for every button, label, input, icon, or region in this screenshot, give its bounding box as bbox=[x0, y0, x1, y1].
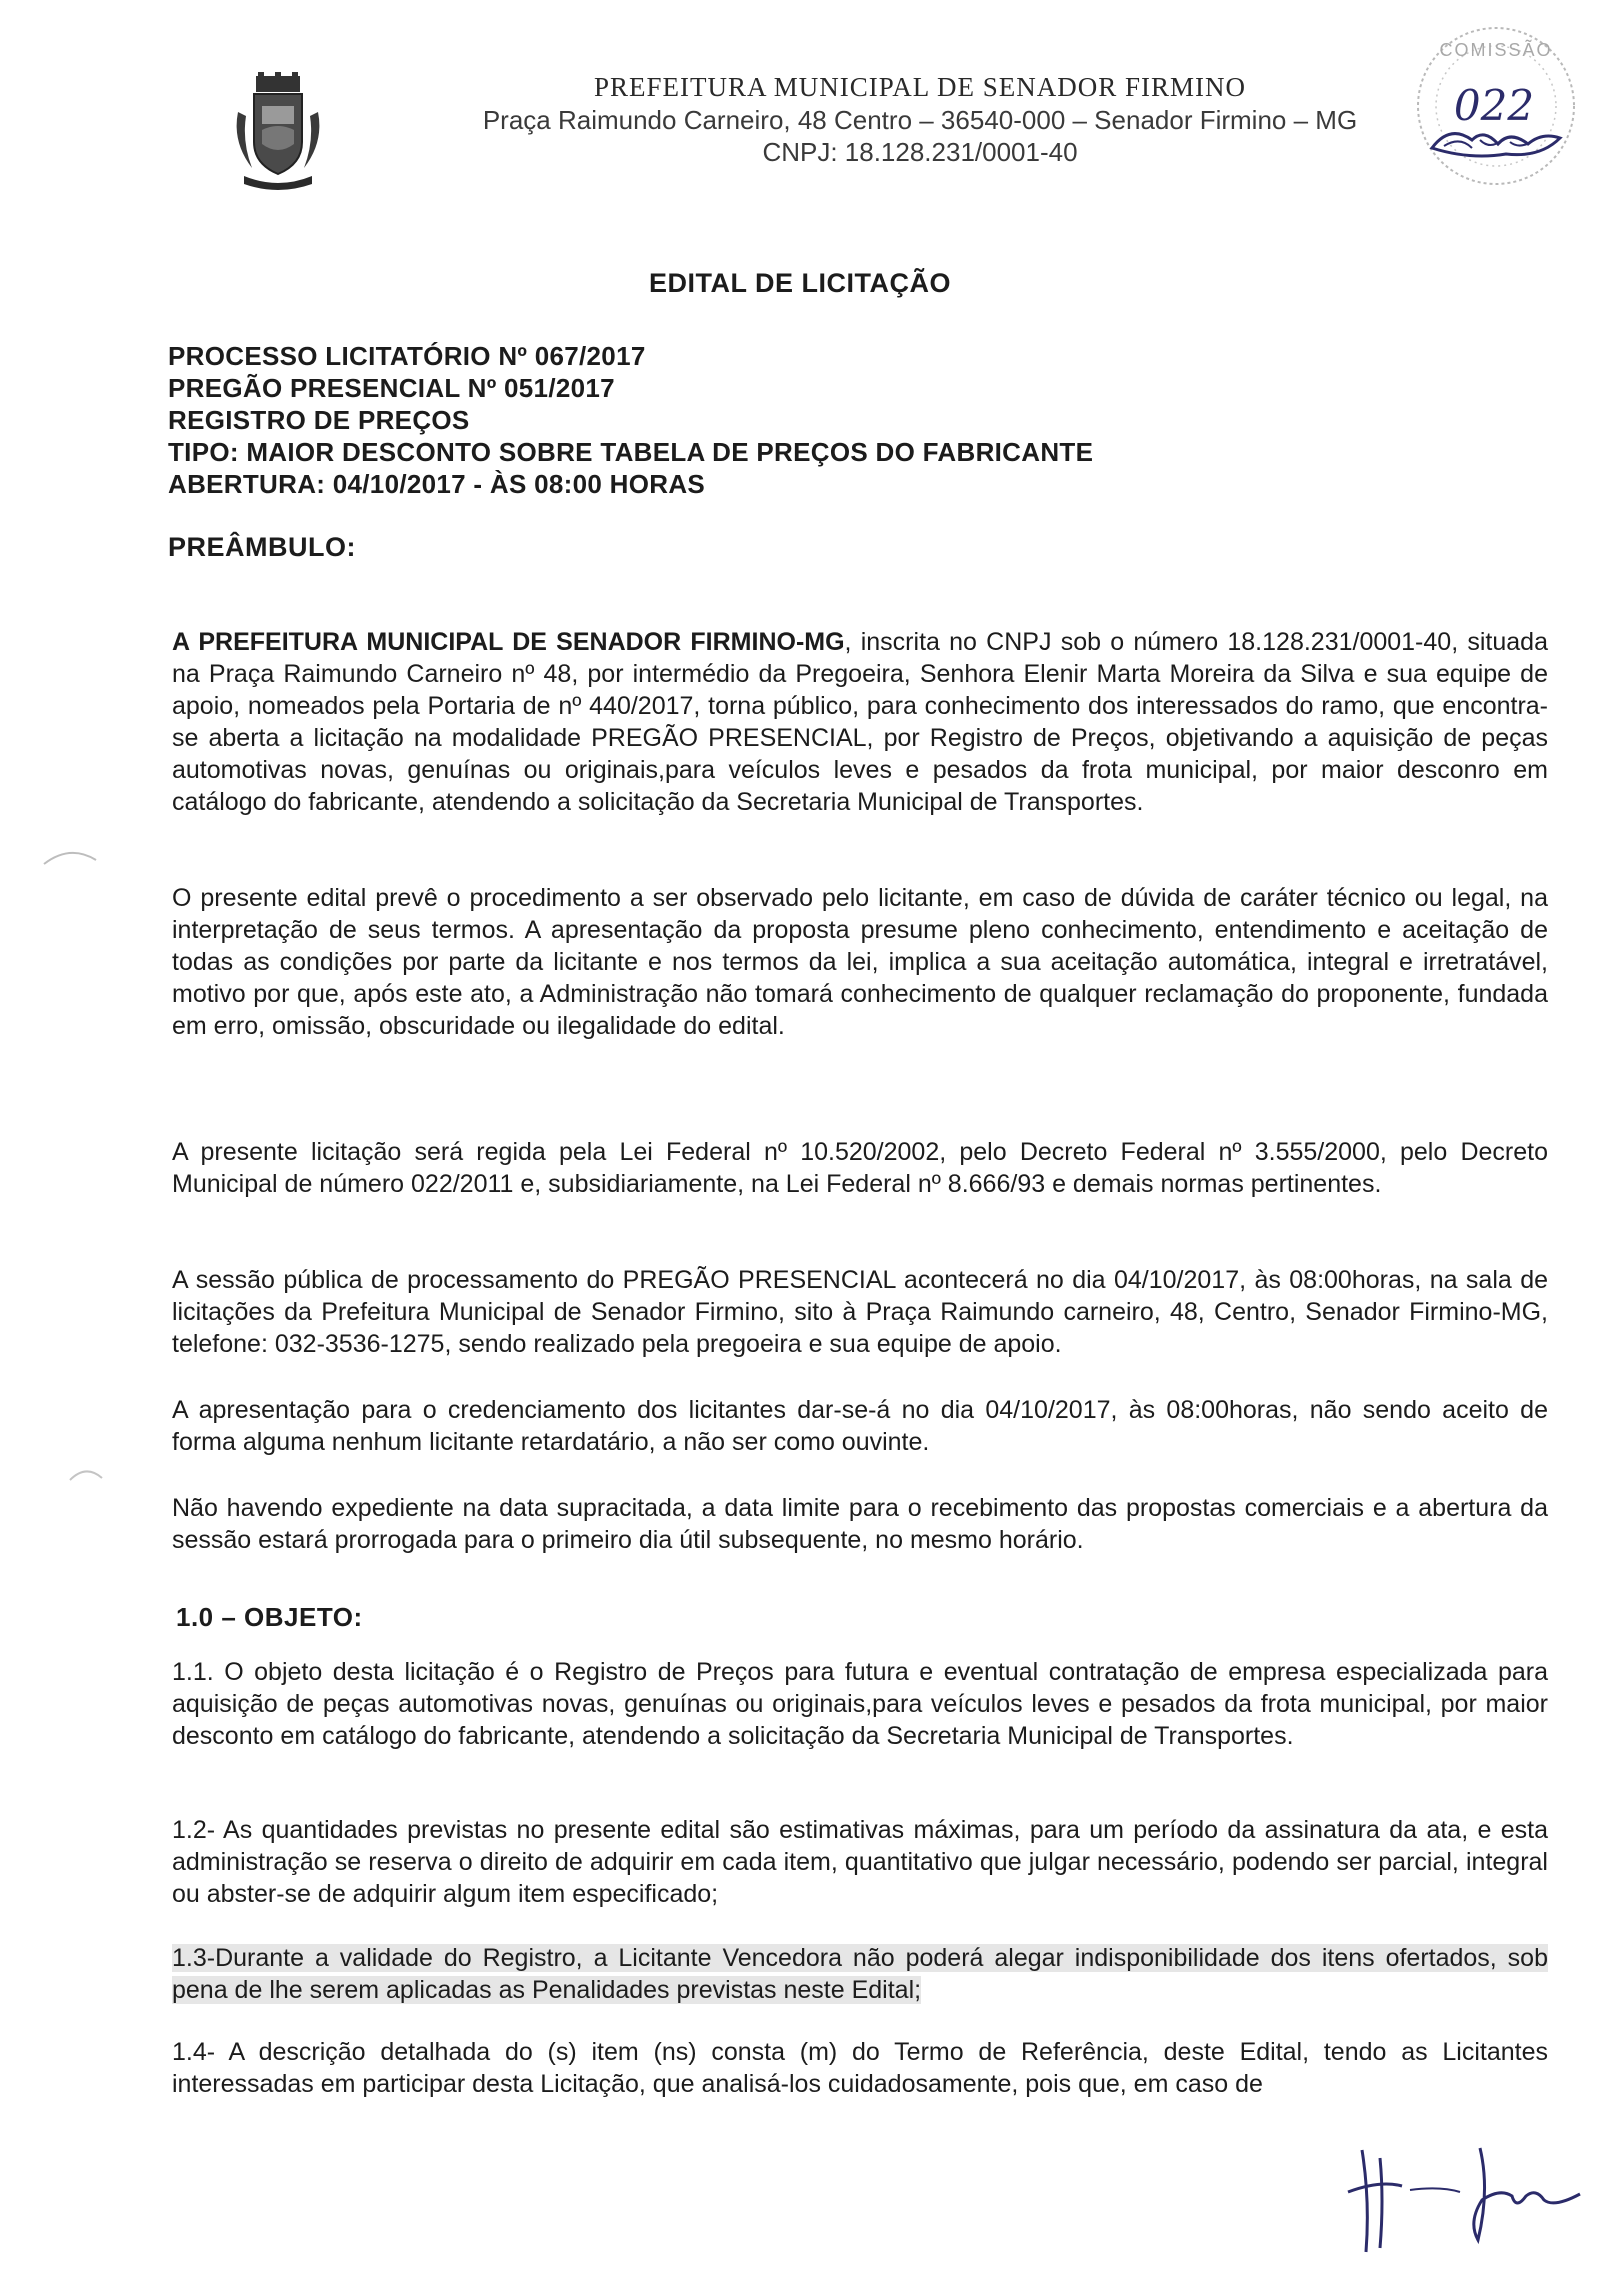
registration-type: REGISTRO DE PREÇOS bbox=[168, 405, 470, 435]
item-1-3-highlighted-text: 1.3-Durante a validade do Registro, a Licitante Vencedora não poderá alegar indisponibilidade dos itens ofertados, sob pena de lhe serem aplicadas as Penalidades previstas neste Edital; bbox=[172, 1944, 1548, 2004]
institution-address: Praça Raimundo Carneiro, 48 Centro – 36540-000 – Senador Firmino – MG bbox=[482, 105, 1358, 135]
preamble-text: , inscrita no CNPJ sob o número 18.128.231/0001-40, situada na Praça Raimundo Carneiro nº 48, por intermédio da Pregoeira, Senhora Elenir Marta Moreira da Silva e sua equipe de apoio, nomeados pela Portaria de nº 440/2017, torna público, para conhecimento dos interessados do ramo, que encontra-se aberta a licitação na modalidade PREGÃO PRESENCIAL, por Registro de Preços, objetivando a aquisição de peças automotivas novas, genuínas ou originais,para veículos leves e pesados da frota municipal, por maior desconro em catálogo do fabricante, atendendo a solicitação da Secretaria Municipal de Transportes. bbox=[172, 628, 1548, 816]
preamble-lead: A PREFEITURA MUNICIPAL DE SENADOR FIRMINO-MG bbox=[172, 628, 845, 656]
section-heading-objeto: 1.0 – OBJETO: bbox=[176, 1602, 363, 1632]
letterhead bbox=[440, 70, 1400, 168]
preamble-paragraph bbox=[172, 626, 1548, 818]
item-1-1: 1.1. O objeto desta licitação é o Registro de Preços para futura e eventual contratação de empresa especializada para aquisição de peças automotivas novas, genuínas ou originais,para veículos leves e pesados da frota municipal, por maior desconto em catálogo do fabricante, atendendo a solicitação da Secretaria Municipal de Transportes. bbox=[172, 1658, 1548, 1750]
tender-type: TIPO: MAIOR DESCONTO SOBRE TABELA DE PREÇOS DO FABRICANTE bbox=[168, 437, 1094, 467]
commission-stamp bbox=[1410, 20, 1580, 190]
process-info bbox=[168, 340, 1468, 500]
stamp-top-text: COMISSÃO bbox=[1439, 40, 1553, 60]
margin-mark bbox=[40, 840, 100, 870]
margin-mark bbox=[66, 1460, 106, 1486]
paragraph-legislation: A presente licitação será regida pela Lei Federal nº 10.520/2002, pelo Decreto Federal nº 3.555/2000, pelo Decreto Municipal de número 022/2011 e, subsidiariamente, na Lei Federal nº 8.666/93 e demais normas pertinentes. bbox=[172, 1138, 1548, 1198]
item-1-4: 1.4- A descrição detalhada do (s) item (ns) consta (m) do Termo de Referência, deste Edital, tendo as Licitantes interessadas em participar desta Licitação, que analisá-los cuidadosamente, pois que, em caso de bbox=[172, 2038, 1548, 2098]
institution-cnpj: CNPJ: 18.128.231/0001-40 bbox=[762, 137, 1078, 167]
item-1-2: 1.2- As quantidades previstas no presente edital são estimativas máximas, para um período da assinatura da ata, e esta administração se reserva o direito de adquirir em cada item, quantitativo que julgar necessário, podendo ser parcial, integral ou abster-se de adquirir algum item especificado; bbox=[172, 1816, 1548, 1908]
document-title: EDITAL DE LICITAÇÃO bbox=[649, 268, 951, 298]
paragraph-procedure: O presente edital prevê o procedimento a ser observado pelo licitante, em caso de dúvida de caráter técnico ou legal, na interpretação de seus termos. A apresentação da proposta presume pleno conhecimento, entendimento e aceitação de todas as condições por parte da licitante e nos termos da lei, implica a sua aceitação automática, integral e irretratável, motivo por que, após este ato, a Administração não tomará conhecimento de qualquer reclamação do proponente, fundada em erro, omissão, obscuridade ou ilegalidade do edital. bbox=[172, 884, 1548, 1040]
process-number: PROCESSO LICITATÓRIO Nº 067/2017 bbox=[168, 341, 646, 371]
paragraph-session: A sessão pública de processamento do PREGÃO PRESENCIAL acontecerá no dia 04/10/2017, às 08:00horas, na sala de licitações da Prefeitura Municipal de Senador Firmino, sito à Praça Raimundo carneiro, 48, Centro, Senador Firmino-MG, telefone: 032-3536-1275, sendo realizado pela pregoeira e sua equipe de apoio. bbox=[172, 1266, 1548, 1358]
paragraph-accreditation: A apresentação para o credenciamento dos licitantes dar-se-á no dia 04/10/2017, às 08:00horas, não sendo aceito de forma alguma nenhum licitante retardatário, a não ser como ouvinte. bbox=[172, 1396, 1548, 1456]
opening-date: ABERTURA: 04/10/2017 - ÀS 08:00 HORAS bbox=[168, 469, 706, 499]
handwritten-signature bbox=[1340, 2130, 1590, 2260]
item-1-3 bbox=[172, 1942, 1548, 2006]
coat-of-arms-logo bbox=[232, 72, 324, 194]
stamp-page-number: 022 bbox=[1453, 81, 1535, 130]
preamble-heading: PREÂMBULO: bbox=[168, 532, 356, 562]
pregao-number: PREGÃO PRESENCIAL Nº 051/2017 bbox=[168, 373, 615, 403]
institution-name: PREFEITURA MUNICIPAL DE SENADOR FIRMINO bbox=[593, 72, 1247, 102]
paragraph-no-business-day: Não havendo expediente na data supracitada, a data limite para o recebimento das propostas comerciais e a abertura da sessão estará prorrogada para o primeiro dia útil subsequente, no mesmo horário. bbox=[172, 1494, 1548, 1554]
